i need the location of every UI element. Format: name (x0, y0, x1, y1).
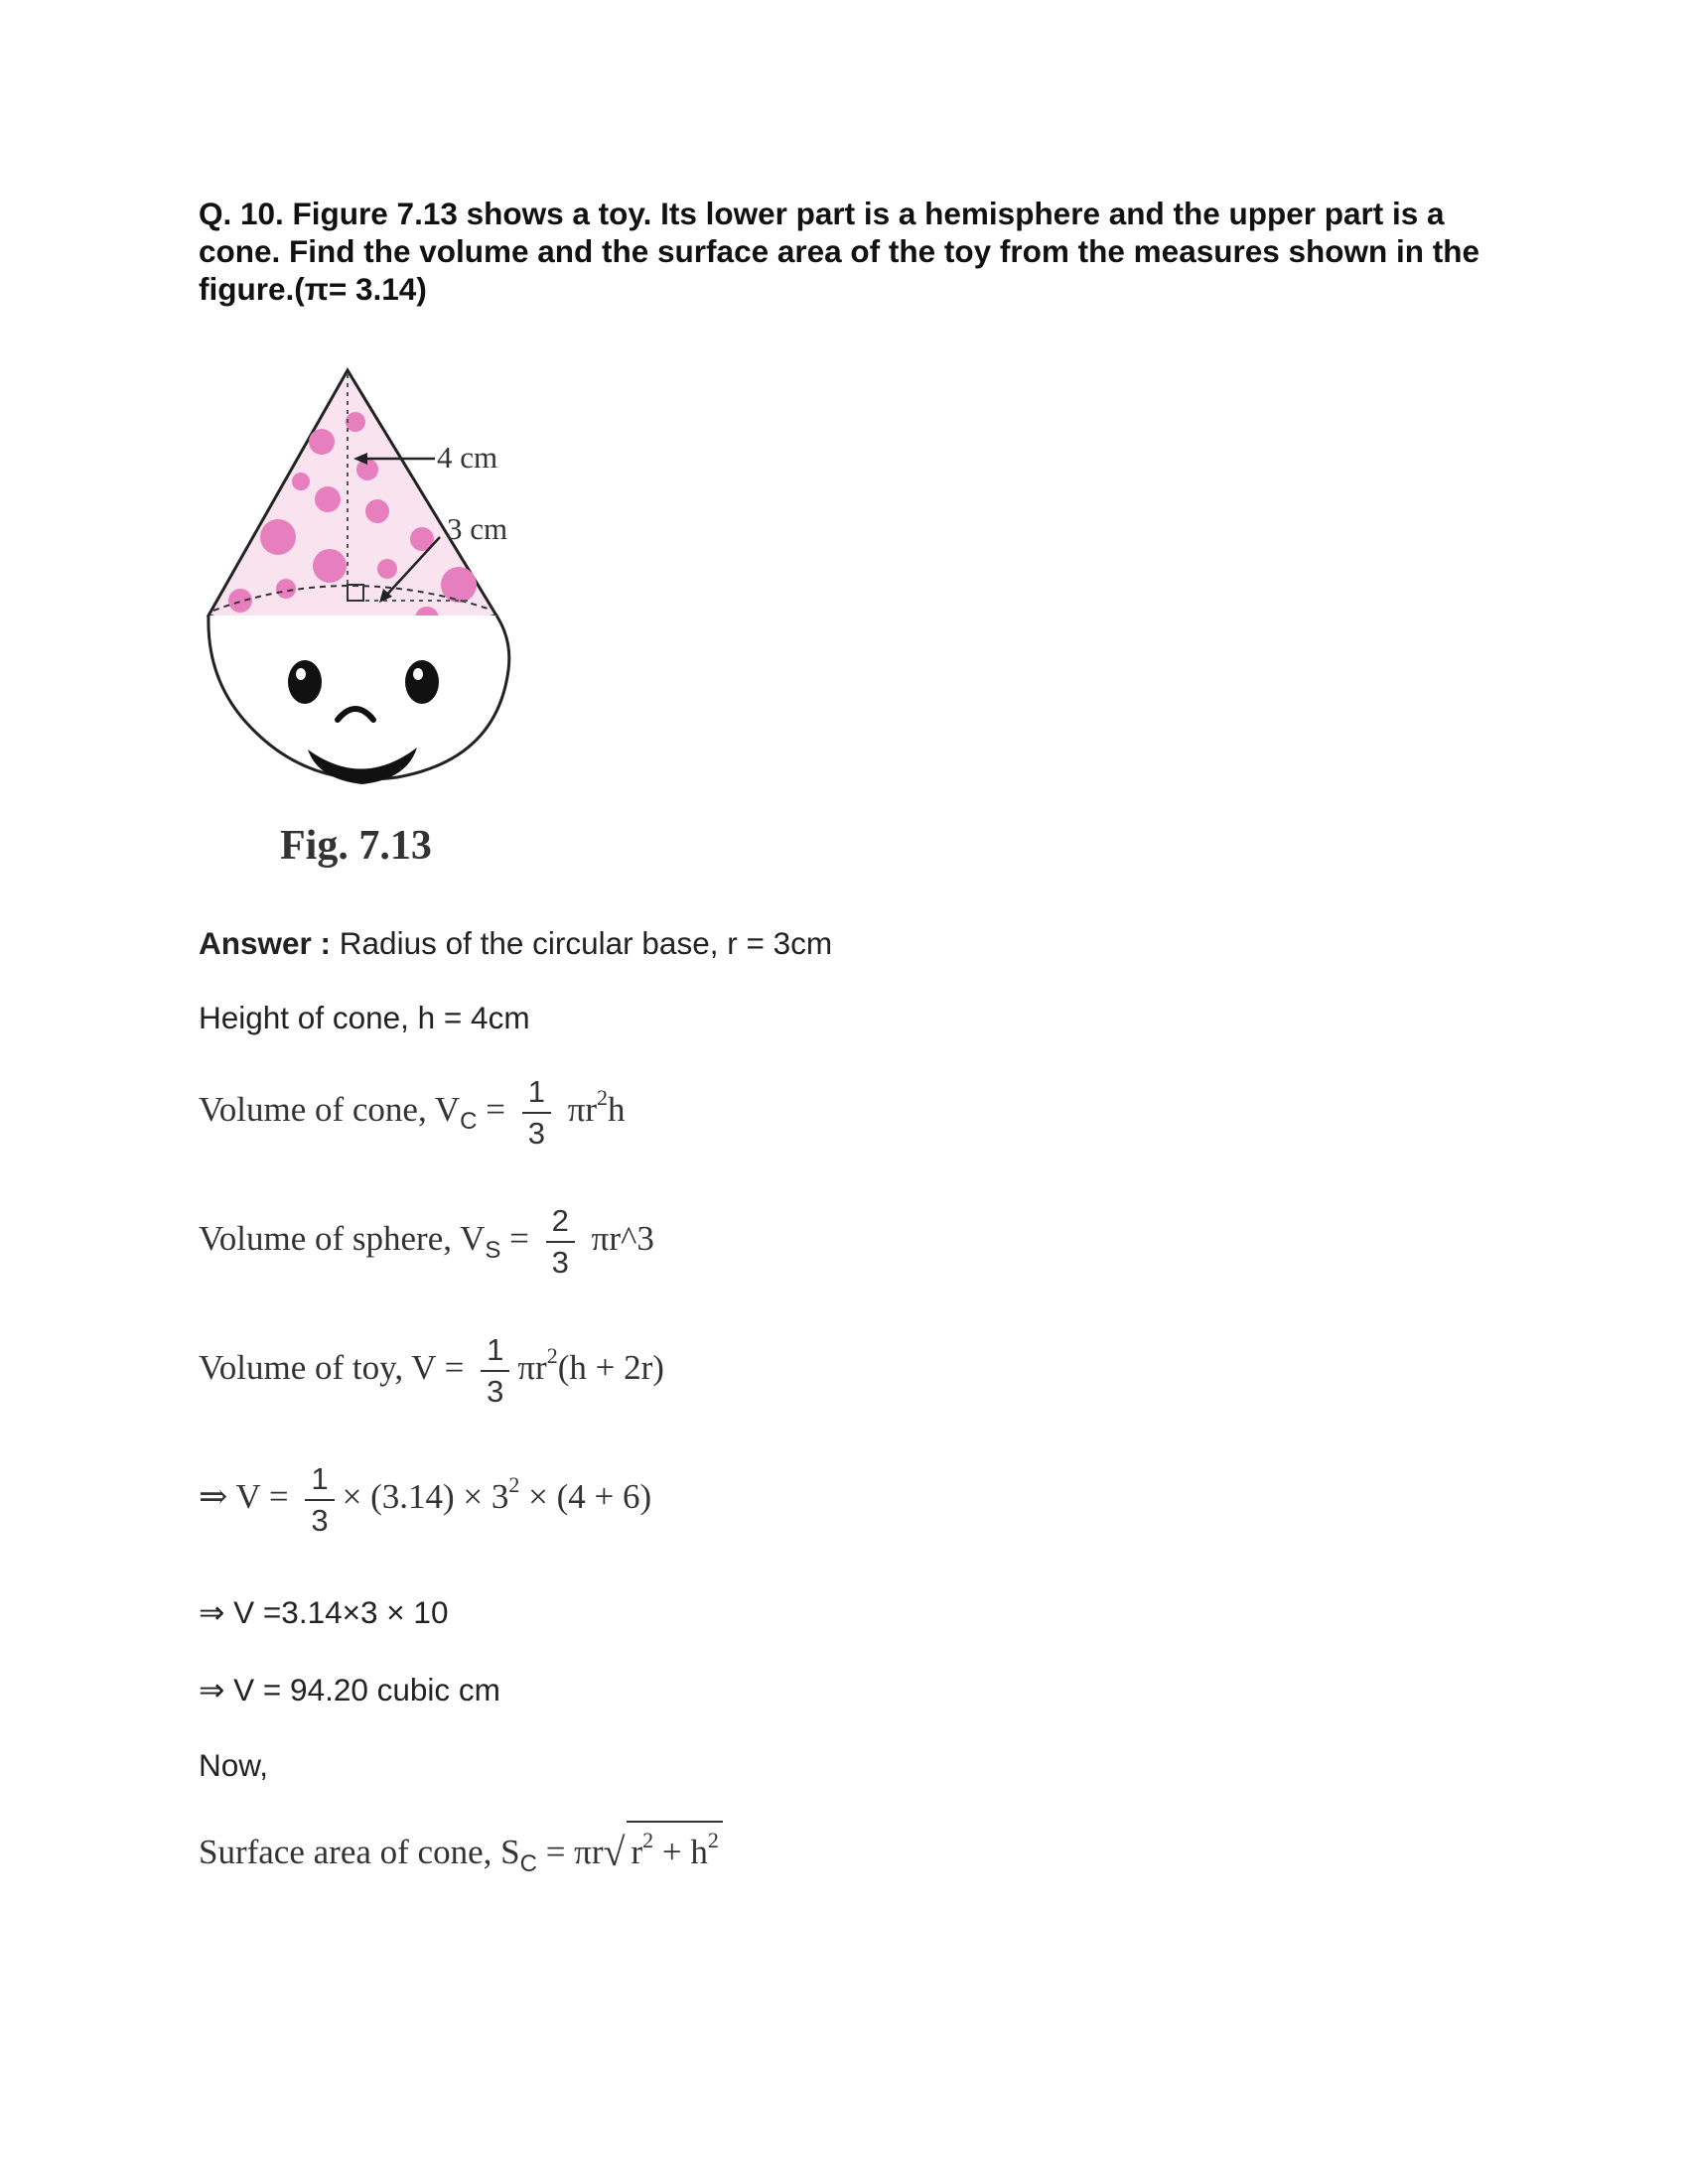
volume-toy-formula: Volume of toy, V = $\frac{1}{3}$ $\pi r^2(h + 2r)$ (199, 1330, 664, 1412)
fraction: $\frac{1}{3}$ (522, 1072, 551, 1154)
right-eye (405, 660, 439, 704)
radicand: $r^2 + h^2$ (627, 1821, 722, 1870)
fraction: $\frac{2}{3}$ (546, 1201, 575, 1283)
volume-sphere-formula: Volume of sphere, $V_S$ = $\frac{2}{3}$ πr^3 (199, 1201, 654, 1283)
volume-step-2: ⇒ V =3.14×3 × 10 (199, 1594, 449, 1630)
surface-cone-formula: Surface area of cone, $S_C = \pi r√$ $r^2 + h^2$ (199, 1821, 723, 1878)
height-label: 4 cm (437, 440, 498, 475)
volume-step-3: ⇒ V = 94.20 cubic cm (199, 1672, 500, 1707)
answer-radius-line (199, 925, 832, 962)
question-text: Q. 10. Figure 7.13 shows a toy. Its lower part is a hemisphere and the upper part is a cone. Find the volume and the surface area of the toy from the measures shown in the figure.(π= 3.14) (199, 196, 1480, 307)
toy-figure (199, 362, 556, 888)
height-text: Height of cone, h = 4cm (199, 1000, 530, 1035)
hemisphere-head (209, 615, 509, 779)
toy-illustration (199, 362, 556, 829)
figure-caption: Fig. 7.13 (280, 823, 432, 869)
radius-text: Radius of the circular base, r = 3cm (331, 925, 833, 961)
fraction: $\frac{1}{3}$ (305, 1459, 334, 1541)
radius-label: 3 cm (447, 511, 508, 546)
volume-step-1: ⇒ V = $\frac{1}{3}$ × $(3.14) \times 3^2 \times (4 + 6)$ (199, 1459, 651, 1541)
volume-cone-formula: Volume of cone, $V_C$ = $\frac{1}{3}$ $\pi r^2h$ (199, 1072, 626, 1154)
square-root-icon: √ (603, 1830, 626, 1874)
left-eye (288, 660, 322, 704)
now-text: Now, (199, 1747, 269, 1783)
answer-label: Answer : (199, 925, 332, 961)
fraction: $\frac{1}{3}$ (481, 1330, 509, 1412)
